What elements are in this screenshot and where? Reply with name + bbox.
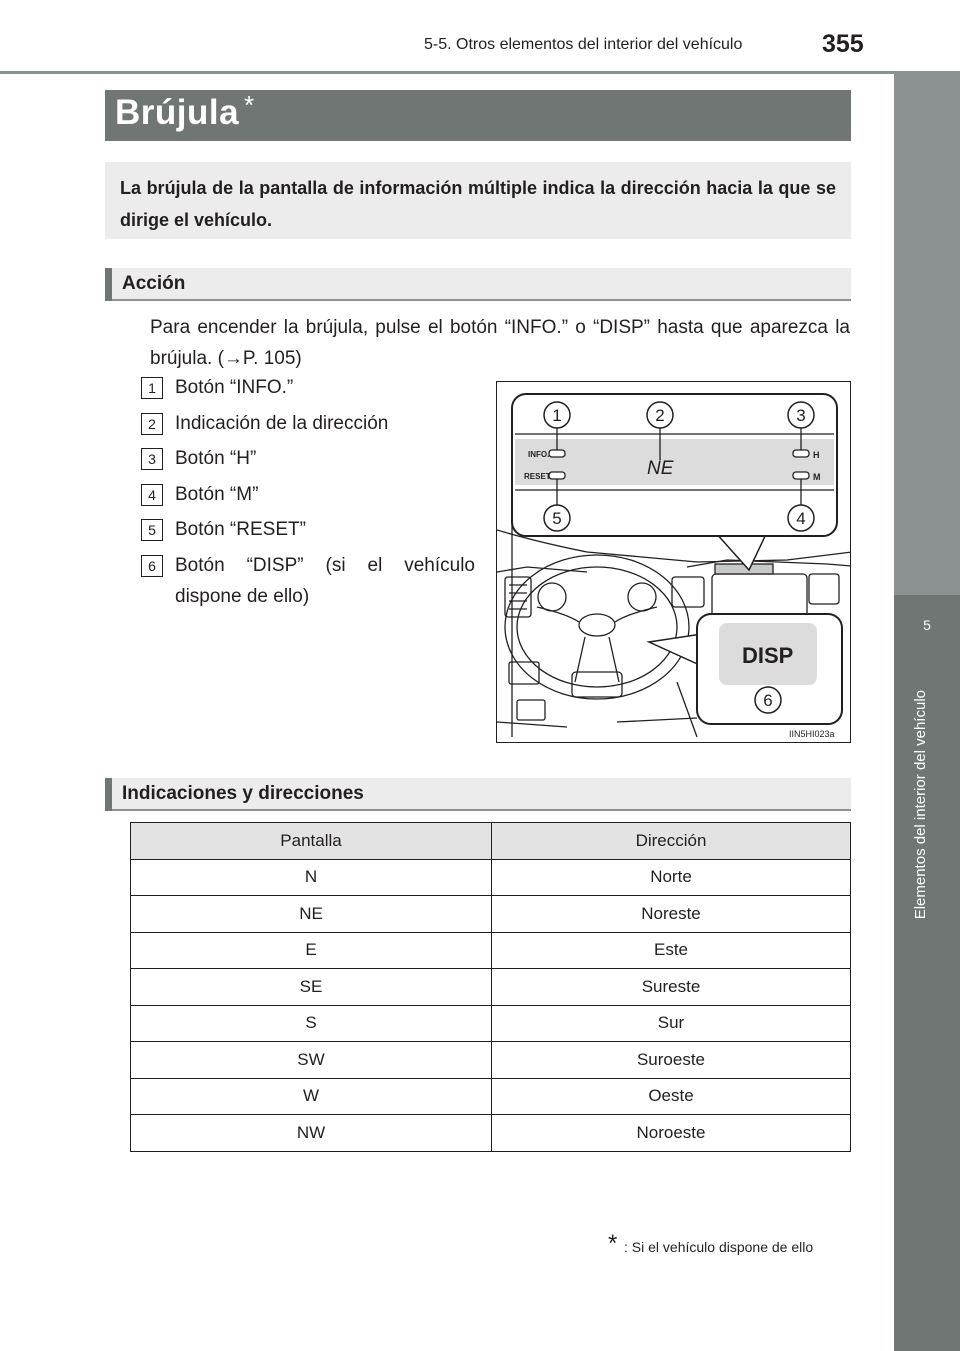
callout-6: 6	[763, 691, 773, 710]
table-cell: Este	[492, 932, 851, 969]
section-heading-indicaciones: Indicaciones y direcciones	[122, 783, 364, 804]
page-title: Brújula	[115, 93, 240, 132]
footnote-text: : Si el vehículo dispone de ello	[624, 1239, 814, 1255]
reset-label: RESET	[524, 472, 551, 481]
table-row	[131, 1115, 851, 1152]
item-number: 5	[141, 519, 163, 541]
table-cell: Oeste	[492, 1078, 851, 1115]
table-row	[131, 859, 851, 896]
table-cell: Noroeste	[492, 1115, 851, 1152]
table-cell: Suroeste	[492, 1042, 851, 1079]
intro-text: La brújula de la pantalla de información múltiple indica la dirección hacia la que se dirige el vehículo.	[120, 178, 836, 230]
item-text: Botón “M”	[175, 484, 259, 505]
table-cell: NE	[131, 896, 492, 933]
item-number: 4	[141, 484, 163, 506]
table-header-row	[131, 823, 851, 860]
item-number: 3	[141, 448, 163, 470]
section-header-accion	[105, 268, 851, 301]
table-cell: Sur	[492, 1005, 851, 1042]
dashboard-illustration	[497, 382, 851, 743]
column-header: Dirección	[492, 823, 851, 860]
item-number: 2	[141, 413, 163, 435]
item-text: Botón “INFO.”	[175, 377, 294, 398]
item-number: 6	[141, 555, 163, 577]
item-text: Botón “RESET”	[175, 519, 306, 540]
table-cell: SW	[131, 1042, 492, 1079]
accion-paragraph: Para encender la brújula, pulse el botón “INFO.” o “DISP” hasta que aparezca la brújula. (→P. 105)	[150, 317, 850, 369]
running-header-section: 5-5. Otros elementos del interior del vehículo	[424, 36, 743, 53]
item-text: Botón “DISP” (si el vehículo dispone de ello)	[175, 555, 475, 607]
table-row	[131, 1042, 851, 1079]
table-row	[131, 896, 851, 933]
figure-id: IIN5HI023a	[789, 729, 835, 739]
item-number: 1	[141, 377, 163, 399]
callout-5: 5	[552, 509, 562, 528]
table-row	[131, 1005, 851, 1042]
section-heading-accion: Acción	[122, 273, 186, 294]
callout-2: 2	[655, 406, 665, 425]
m-label: M	[813, 472, 821, 482]
table-cell: Sureste	[492, 969, 851, 1006]
callout-4: 4	[796, 509, 806, 528]
callout-1: 1	[552, 406, 562, 425]
footnote-asterisk: *	[608, 1230, 618, 1257]
h-label: H	[813, 450, 820, 460]
table-cell: Noreste	[492, 896, 851, 933]
table-cell: N	[131, 859, 492, 896]
title-asterisk: *	[244, 90, 255, 120]
compass-display: NE	[647, 458, 674, 479]
item-text: Indicación de la dirección	[175, 413, 389, 434]
table-row	[131, 932, 851, 969]
disp-button-label: DISP	[742, 643, 794, 668]
table-cell: E	[131, 932, 492, 969]
header-rule	[0, 71, 960, 74]
chapter-number: 5	[923, 617, 931, 633]
callout-3: 3	[796, 406, 806, 425]
table-cell: W	[131, 1078, 492, 1115]
item-text: Botón “H”	[175, 448, 257, 469]
table-row	[131, 969, 851, 1006]
table-cell: SE	[131, 969, 492, 1006]
section-marker	[105, 268, 112, 301]
table-cell: NW	[131, 1115, 492, 1152]
table-cell: Norte	[492, 859, 851, 896]
page-number: 355	[822, 30, 864, 58]
side-tab-upper	[894, 72, 960, 595]
directions-table	[130, 822, 851, 1152]
table-row	[131, 1078, 851, 1115]
chapter-label: Elementos del interior del vehículo	[912, 690, 929, 920]
table-cell: S	[131, 1005, 492, 1042]
section-marker	[105, 778, 112, 811]
info-label: INFO.	[528, 450, 550, 459]
dashboard-figure	[496, 381, 851, 743]
column-header: Pantalla	[131, 823, 492, 860]
